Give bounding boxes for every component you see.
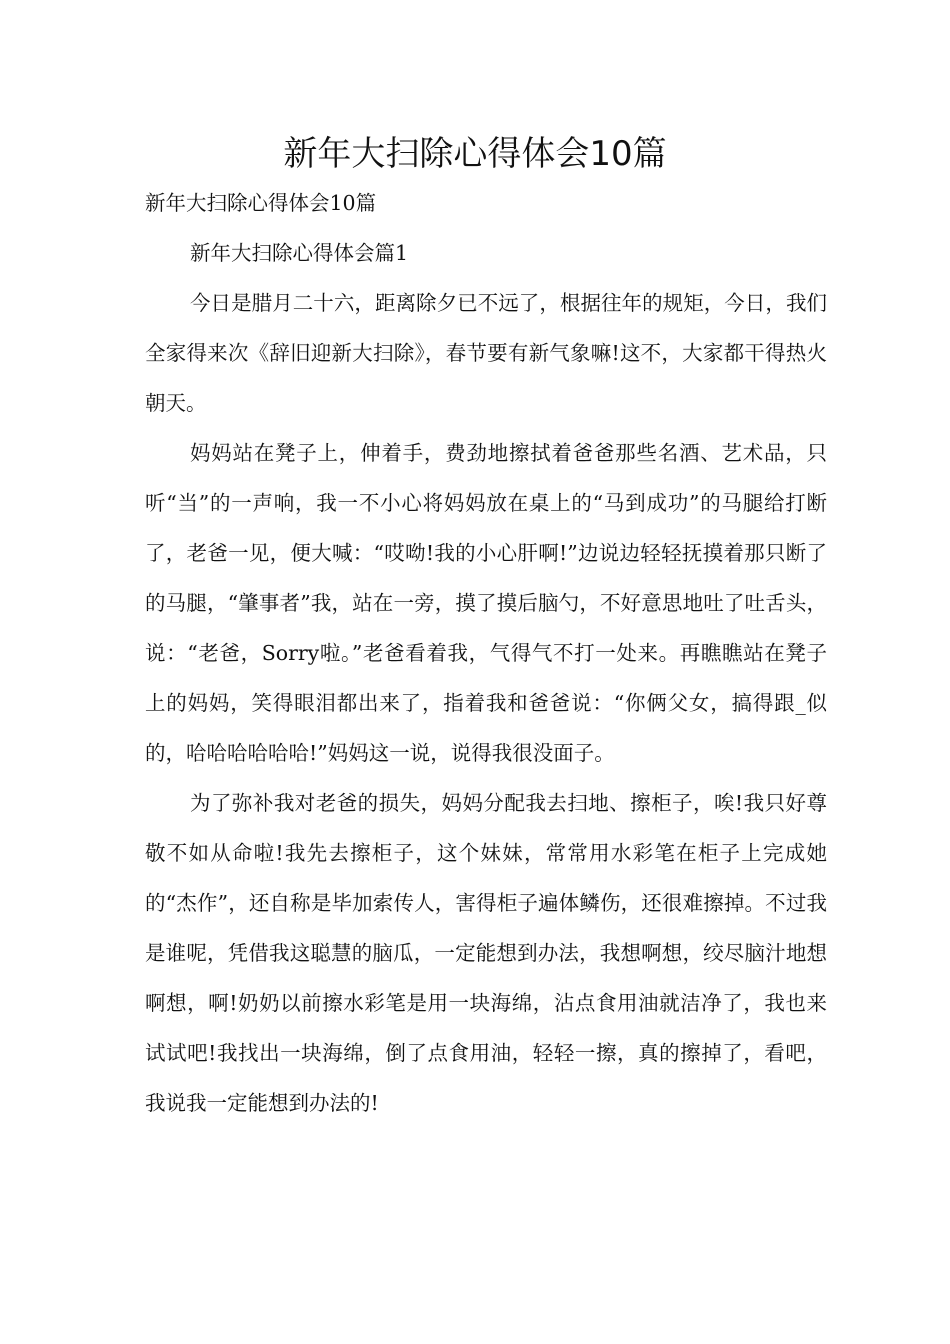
paragraph-2: 妈妈站在凳子上，伸着手，费劲地擦拭着爸爸那些名酒、艺术品，只听“当”的一声响，我一不小心将妈妈放在桌上的“马到成功”的马腿给打断了，老爸一见，便大喊：“哎呦!我的小心肝啊!”边说边轻轻抚摸着那只断了的马腿，“肇事者”我，站在一旁，摸了摸后脑勺，不好意思地吐了吐舌头，说：“老爸，Sorry啦。”老爸看着我，气得气不打一处来。再瞧瞧站在凳子上的妈妈，笑得眼泪都出来了，指着我和爸爸说：“你俩父女，搞得跟_似的，哈哈哈哈哈哈!”妈妈这一说，说得我很没面子。 [145,441,827,765]
section-heading: 新年大扫除心得体会篇1 [190,241,409,265]
document-title: 新年大扫除心得体会10篇 [283,134,667,174]
document-body [145,178,827,1128]
paragraph-3: 为了弥补我对老爸的损失，妈妈分配我去扫地、擦柜子，唉!我只好尊敬不如从命啦!我先去擦柜子，这个妹妹，常常用水彩笔在柜子上完成她的“杰作”，还自称是毕加索传人，害得柜子遍体鳞伤，还很难擦掉。不过我是谁呢，凭借我这聪慧的脑瓜，一定能想到办法，我想啊想，绞尽脑汁地想啊想，啊!奶奶以前擦水彩笔是用一块海绵，沾点食用油就洁净了，我也来试试吧!我找出一块海绵，倒了点食用油，轻轻一擦，真的擦掉了，看吧，我说我一定能想到办法的! [145,791,827,1115]
paragraph-1: 今日是腊月二十六，距离除夕已不远了，根据往年的规矩，今日，我们全家得来次《辞旧迎新大扫除》，春节要有新气象嘛!这不，大家都干得热火朝天。 [145,291,827,415]
document-subtitle: 新年大扫除心得体会10篇 [145,191,377,215]
